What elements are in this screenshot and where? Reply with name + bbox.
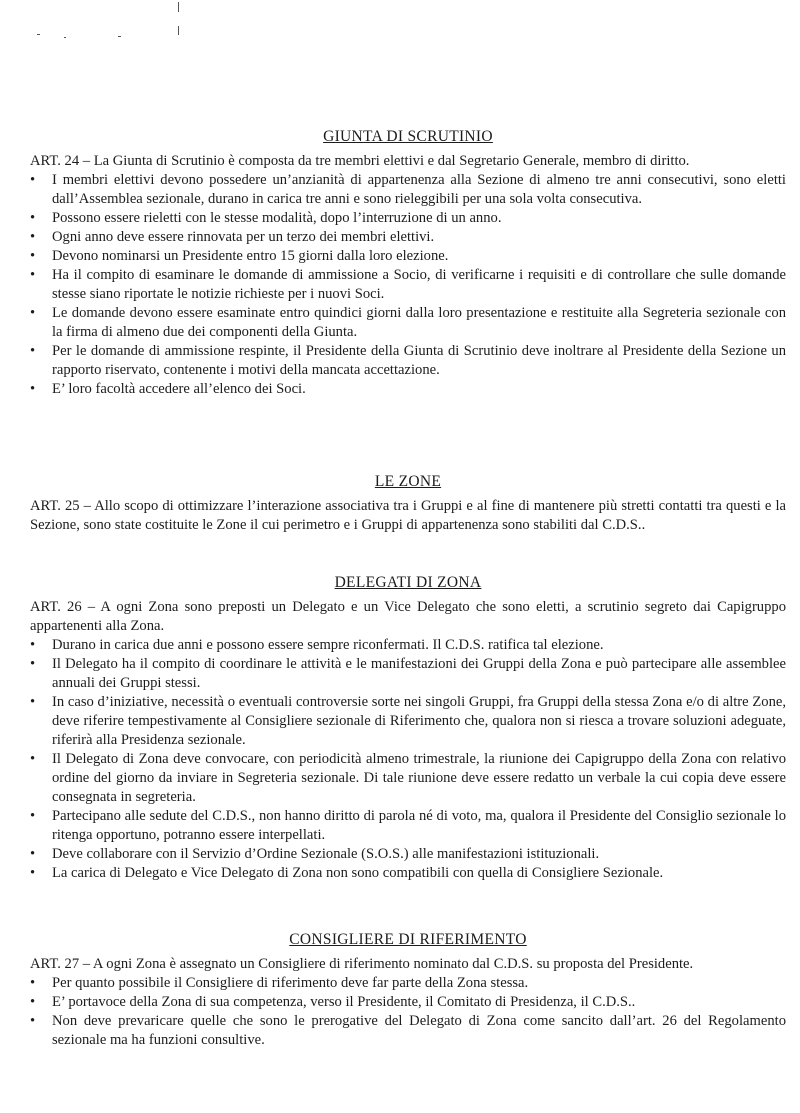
bullet-icon: • bbox=[30, 994, 36, 1010]
section-heading: CONSIGLIERE DI RIFERIMENTO bbox=[289, 931, 527, 948]
bullet-icon: • bbox=[30, 229, 36, 245]
list-item: • In caso d’iniziative, necessità o eventuali controversie sorte nei singoli Gruppi, fra Gruppi della stessa Zona e/o di altre Zone, deve riferire tempestivamente al Consigliere sezionale di Riferimento che, qualora non si riesca a trovare soluzioni adeguate, riferirà alla Presidenza sezionale. bbox=[30, 694, 786, 748]
list-item: • Non deve prevaricare quelle che sono le prerogative del Delegato di Zona come sancito dall’art. 26 del Regolamento sezionale ma ha funzioni consultive. bbox=[30, 1013, 786, 1048]
section-delegati-di-zona bbox=[30, 574, 786, 883]
scan-mark bbox=[37, 34, 40, 35]
bullet-icon: • bbox=[30, 865, 36, 881]
article-25-text: ART. 25 – Allo scopo di ottimizzare l’interazione associativa tra i Gruppi e al fine di mantenere più stretti contatti tra questi e la Sezione, sono state costituite le Zone il cui perimetro e i Gruppi di appartenenza sono stabiliti dal C.D.S.. bbox=[30, 498, 786, 533]
scan-mark bbox=[64, 37, 66, 38]
bullet-icon: • bbox=[30, 305, 36, 321]
article-26-list bbox=[30, 636, 786, 883]
bullet-icon: • bbox=[30, 751, 36, 767]
bullet-icon: • bbox=[30, 172, 36, 188]
bullet-icon: • bbox=[30, 210, 36, 226]
bullet-icon: • bbox=[30, 343, 36, 359]
list-item: • Possono essere rieletti con le stesse modalità, dopo l’interruzione di un anno. bbox=[30, 210, 502, 226]
list-item: • Per quanto possibile il Consigliere di riferimento deve far parte della Zona stessa. bbox=[30, 975, 529, 991]
scan-mark bbox=[178, 26, 179, 35]
bullet-icon: • bbox=[30, 808, 36, 824]
list-item: • Durano in carica due anni e possono essere sempre riconfermati. Il C.D.S. ratifica tal elezione. bbox=[30, 637, 604, 653]
article-27-list bbox=[30, 974, 786, 1050]
bullet-icon: • bbox=[30, 637, 36, 653]
section-giunta-di-scrutinio bbox=[30, 128, 786, 399]
list-item: • I membri elettivi devono possedere un’anzianità di appartenenza alla Sezione di almeno tre anni consecutivi, sono eletti dall’Assemblea sezionale, durano in carica tre anni e sono rieleggibili per una sola volta consecutiva. bbox=[30, 172, 786, 207]
list-item: • Deve collaborare con il Servizio d’Ordine Sezionale (S.O.S.) alle manifestazioni istituzionali. bbox=[30, 846, 600, 862]
section-heading: LE ZONE bbox=[374, 473, 442, 490]
section-heading: GIUNTA DI SCRUTINIO bbox=[323, 128, 493, 145]
list-item: • Ha il compito di esaminare le domande di ammissione a Socio, di verificarne i requisiti e di controllare che sulle domande stesse siano riportate le notizie richieste per i nuovi Soci. bbox=[30, 267, 786, 302]
article-24-text: ART. 24 – La Giunta di Scrutinio è composta da tre membri elettivi e dal Segretario Generale, membro di diritto. bbox=[30, 153, 690, 169]
list-item: • Partecipano alle sedute del C.D.S., non hanno diritto di parola né di voto, ma, qualora il Presidente del Consiglio sezionale lo ritenga opportuno, potranno essere interpellati. bbox=[30, 808, 786, 843]
bullet-icon: • bbox=[30, 381, 36, 397]
section-consigliere-di-riferimento bbox=[30, 931, 786, 1050]
list-item: • E’ loro facoltà accedere all’elenco dei Soci. bbox=[30, 381, 306, 397]
list-item: • E’ portavoce della Zona di sua competenza, verso il Presidente, il Comitato di Presidenza, il C.D.S.. bbox=[30, 994, 636, 1010]
bullet-icon: • bbox=[30, 975, 36, 991]
bullet-icon: • bbox=[30, 656, 36, 672]
scan-mark bbox=[178, 2, 179, 12]
list-item: • Le domande devono essere esaminate entro quindici giorni dalla loro presentazione e restituite alla Segreteria sezionale con la firma di almeno due dei componenti della Giunta. bbox=[30, 305, 786, 340]
section-heading: DELEGATI DI ZONA bbox=[334, 574, 482, 591]
bullet-icon: • bbox=[30, 248, 36, 264]
article-24-list bbox=[30, 171, 786, 399]
bullet-icon: • bbox=[30, 267, 36, 283]
list-item: • Il Delegato di Zona deve convocare, con periodicità almeno trimestrale, la riunione dei Capigruppo della Zona con relativo ordine del giorno da inviare in Segreteria sezionale. Di tale riunione deve essere redatto un verbale la cui copia deve essere consegnata in segreteria. bbox=[30, 751, 786, 805]
article-27-text: ART. 27 – A ogni Zona è assegnato un Consigliere di riferimento nominato dal C.D.S. su proposta del Presidente. bbox=[30, 956, 694, 972]
scan-mark bbox=[118, 36, 121, 37]
bullet-icon: • bbox=[30, 846, 36, 862]
list-item: • Ogni anno deve essere rinnovata per un terzo dei membri elettivi. bbox=[30, 229, 435, 245]
list-item: • Il Delegato ha il compito di coordinare le attività e le manifestazioni dei Gruppi della Zona e può partecipare alle assemblee annuali dei Gruppi stessi. bbox=[30, 656, 786, 691]
section-le-zone bbox=[30, 473, 786, 535]
list-item: • La carica di Delegato e Vice Delegato di Zona non sono compatibili con quella di Consigliere Sezionale. bbox=[30, 865, 664, 881]
list-item: • Devono nominarsi un Presidente entro 15 giorni dalla loro elezione. bbox=[30, 248, 449, 264]
article-26-text: ART. 26 – A ogni Zona sono preposti un Delegato e un Vice Delegato che sono eletti, a scrutinio segreto dai Capigruppo appartenenti alla Zona. bbox=[30, 599, 786, 634]
list-item: • Per le domande di ammissione respinte, il Presidente della Giunta di Scrutinio deve inoltrare al Presidente della Sezione un rapporto riservato, contenente i motivi della mancata accettazione. bbox=[30, 343, 786, 378]
bullet-icon: • bbox=[30, 694, 36, 710]
bullet-icon: • bbox=[30, 1013, 36, 1029]
